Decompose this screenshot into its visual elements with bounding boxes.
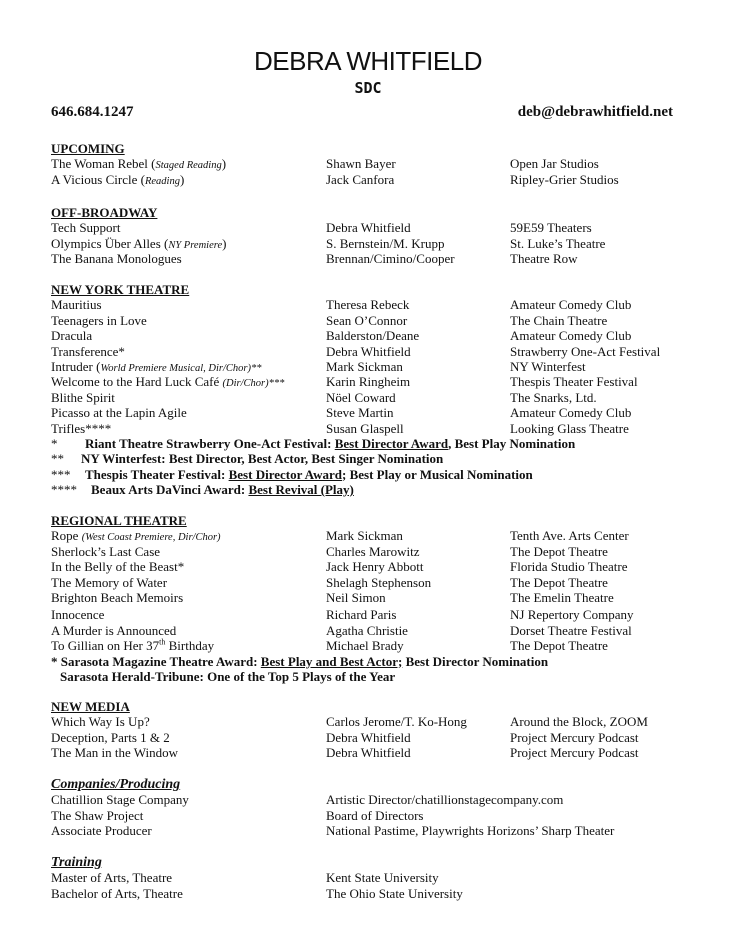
credit-person: Steve Martin [326, 405, 394, 421]
credit-person: Charles Marowitz [326, 543, 420, 559]
award-line [51, 669, 691, 684]
production-title: A Murder is Announced [51, 622, 177, 638]
credit-venue: NJ Repertory Company [510, 607, 634, 623]
credit-row [51, 172, 691, 187]
email-address[interactable]: deb@debrawhitfield.net [517, 104, 673, 120]
credit-row [51, 405, 691, 420]
production-title: Picasso at the Lapin Agile [51, 405, 187, 421]
credit-venue: Ripley-Grier Studios [510, 171, 619, 187]
credit-person: Brennan/Cimino/Cooper [326, 251, 455, 267]
award-line [51, 482, 691, 497]
credit-person: Jack Henry Abbott [326, 559, 424, 575]
list-row [51, 792, 691, 807]
production-title: The Woman Rebel (Staged Reading) [51, 156, 227, 172]
row-label: The Shaw Project [51, 807, 144, 823]
row-label: Chatillion Stage Company [51, 792, 189, 808]
credit-person: Agatha Christie [326, 622, 408, 638]
row-label: Bachelor of Arts, Theatre [51, 885, 183, 901]
footnote-marker: ** [51, 451, 64, 467]
credit-venue: Strawberry One-Act Festival [510, 343, 661, 359]
award-highlight: Best Director Award [228, 466, 342, 482]
production-title: Trifles**** [51, 420, 112, 436]
award-text: Riant Theatre Strawberry One-Act Festival: Best Director Award, Best Play Nomination [85, 435, 576, 451]
credit-person: S. Bernstein/M. Krupp [326, 235, 445, 251]
section-title: UPCOMING [51, 141, 125, 156]
credit-venue: Florida Studio Theatre [510, 559, 628, 575]
section-upcoming [51, 141, 691, 187]
row-label: Master of Arts, Theatre [51, 870, 173, 886]
section-regional-theatre [51, 513, 691, 684]
credit-row [51, 623, 691, 638]
credit-person: Debra Whitfield [326, 343, 411, 359]
row-detail: Artistic Director/chatillionstagecompany.com [326, 792, 564, 808]
credit-venue: Amateur Comedy Club [510, 405, 632, 421]
credit-venue: Dorset Theatre Festival [510, 622, 632, 638]
section-off-broadway [51, 205, 691, 267]
credit-row [51, 607, 691, 622]
credit-person: Neil Simon [326, 589, 386, 605]
credit-row [51, 220, 691, 235]
production-title: In the Belly of the Beast* [51, 559, 185, 575]
credit-venue: Around the Block, ZOOM [510, 714, 648, 730]
credit-row [51, 714, 691, 729]
section-new-media [51, 699, 691, 761]
section-title: OFF-BROADWAY [51, 205, 158, 220]
credit-person: Mark Sickman [326, 358, 403, 374]
credit-venue: Project Mercury Podcast [510, 729, 639, 745]
credit-venue: The Emelin Theatre [510, 589, 614, 605]
credit-row [51, 544, 691, 559]
credit-person: Michael Brady [326, 638, 404, 654]
credit-row [51, 528, 691, 543]
credit-row [51, 156, 691, 171]
production-title: Intruder (World Premiere Musical, Dir/Chor)** [51, 358, 262, 374]
row-detail: Kent State University [326, 870, 439, 886]
row-detail: Board of Directors [326, 807, 424, 823]
credit-person: Jack Canfora [326, 171, 395, 187]
credit-person: Mark Sickman [326, 528, 403, 544]
production-title: Olympics Über Alles (NY Premiere) [51, 235, 227, 251]
production-note: Reading [144, 175, 180, 187]
production-note: Staged Reading [155, 160, 222, 172]
credit-venue: The Depot Theatre [510, 543, 608, 559]
credit-row [51, 559, 691, 574]
footnote-marker: * [51, 435, 58, 451]
credit-person: Shawn Bayer [326, 156, 396, 172]
production-title: A Vicious Circle (Reading) [51, 171, 185, 187]
credit-venue: Amateur Comedy Club [510, 297, 632, 313]
phone-number: 646.684.1247 [51, 104, 134, 120]
credit-venue: 59E59 Theaters [510, 220, 592, 236]
credit-venue: St. Luke’s Theatre [510, 235, 606, 251]
credit-row [51, 730, 691, 745]
credit-row [51, 236, 691, 251]
section-new-york-theatre [51, 282, 691, 497]
credit-row [51, 297, 691, 312]
production-title: Brighton Beach Memoirs [51, 589, 184, 605]
credit-row [51, 344, 691, 359]
production-title: Welcome to the Hard Luck Café (Dir/Chor)*** [51, 374, 285, 390]
credit-person: Sean O’Connor [326, 312, 408, 328]
credit-venue: The Depot Theatre [510, 574, 608, 590]
credit-person: Shelagh Stephenson [326, 574, 432, 590]
production-note: (Dir/Chor)*** [222, 378, 285, 390]
production-title: Rope (West Coast Premiere, Dir/Chor) [51, 528, 221, 544]
footnote-marker: *** [51, 466, 71, 482]
credit-row [51, 745, 691, 760]
section-title: Companies/Producing [51, 777, 181, 792]
section-title: NEW MEDIA [51, 699, 130, 714]
credit-row [51, 575, 691, 590]
award-line [51, 451, 691, 466]
production-title: Teenagers in Love [51, 312, 147, 328]
credit-person: Debra Whitfield [326, 729, 411, 745]
award-text: * Sarasota Magazine Theatre Award: Best Play and Best Actor; Best Director Nomination [51, 653, 549, 669]
production-note: NY Premiere [168, 239, 223, 251]
award-text: Sarasota Herald-Tribune: One of the Top 5 Plays of the Year [60, 668, 396, 684]
award-text: Thespis Theater Festival: Best Director Award; Best Play or Musical Nomination [85, 466, 533, 482]
section-title: Training [51, 855, 102, 870]
row-detail: National Pastime, Playwrights Horizons’ Sharp Theater [326, 823, 615, 839]
award-line [51, 654, 691, 669]
production-title: Dracula [51, 328, 93, 344]
section-title: NEW YORK THEATRE [51, 282, 190, 297]
credit-row [51, 328, 691, 343]
credit-person: Richard Paris [326, 607, 397, 623]
production-title: Tech Support [51, 220, 121, 236]
production-title: Transference* [51, 343, 125, 359]
credit-person: Karin Ringheim [326, 374, 411, 390]
list-row [51, 870, 691, 885]
credit-person: Nöel Coward [326, 389, 396, 405]
union-affiliation: SDC [354, 79, 382, 97]
credit-venue: The Snarks, Ltd. [510, 389, 597, 405]
production-title: The Banana Monologues [51, 251, 182, 267]
credit-row [51, 251, 691, 266]
section-companies-producing [51, 777, 691, 839]
production-title: Sherlock’s Last Case [51, 543, 161, 559]
credit-row [51, 638, 691, 653]
credit-person: Carlos Jerome/T. Ko-Hong [326, 714, 467, 730]
list-row [51, 886, 691, 901]
credit-venue: Open Jar Studios [510, 156, 599, 172]
credit-venue: Theatre Row [510, 251, 578, 267]
credit-venue: Looking Glass Theatre [510, 420, 629, 436]
credit-venue: Project Mercury Podcast [510, 745, 639, 761]
credit-venue: NY Winterfest [510, 358, 586, 374]
credit-venue: The Chain Theatre [510, 312, 608, 328]
production-title: Innocence [51, 607, 105, 623]
production-title: The Memory of Water [51, 574, 168, 590]
resume-name: DEBRA WHITFIELD [254, 46, 482, 76]
row-label: Associate Producer [51, 823, 152, 839]
credit-venue: Thespis Theater Festival [510, 374, 638, 390]
award-line [51, 467, 691, 482]
credit-row [51, 590, 691, 605]
credit-row [51, 421, 691, 436]
row-detail: The Ohio State University [326, 885, 463, 901]
ordinal-suffix: th [159, 637, 166, 647]
list-row [51, 808, 691, 823]
credit-person: Balderston/Deane [326, 328, 420, 344]
award-highlight: Best Revival (Play) [248, 482, 354, 498]
production-title: To Gillian on Her 37th Birthday [51, 637, 215, 654]
credit-venue: Tenth Ave. Arts Center [510, 528, 629, 544]
credit-row [51, 359, 691, 374]
production-title: Deception, Parts 1 & 2 [51, 729, 170, 745]
credit-person: Susan Glaspell [326, 420, 404, 436]
credit-venue: The Depot Theatre [510, 638, 608, 654]
award-highlight: Best Director Award [334, 435, 449, 451]
credit-row [51, 313, 691, 328]
award-highlight: Best Play and Best Actor; [260, 653, 403, 669]
production-title: Mauritius [51, 297, 102, 313]
production-title: The Man in the Window [51, 745, 179, 761]
production-note: (West Coast Premiere, Dir/Chor) [81, 532, 221, 544]
credit-row [51, 374, 691, 389]
section-title: REGIONAL THEATRE [51, 513, 187, 528]
award-text: Beaux Arts DaVinci Award: Best Revival (Play) [91, 482, 354, 498]
credit-venue: Amateur Comedy Club [510, 328, 632, 344]
credit-row [51, 390, 691, 405]
production-title: Blithe Spirit [51, 389, 115, 405]
credit-person: Theresa Rebeck [326, 297, 410, 313]
credit-person: Debra Whitfield [326, 745, 411, 761]
production-note: World Premiere Musical, Dir/Chor)** [100, 362, 262, 374]
section-training [51, 855, 691, 901]
production-title: Which Way Is Up? [51, 714, 150, 730]
footnote-marker: **** [51, 482, 77, 498]
award-text: NY Winterfest: Best Director, Best Actor, Best Singer Nomination [81, 451, 444, 467]
credit-person: Debra Whitfield [326, 220, 411, 236]
award-line [51, 436, 691, 451]
list-row [51, 823, 691, 838]
